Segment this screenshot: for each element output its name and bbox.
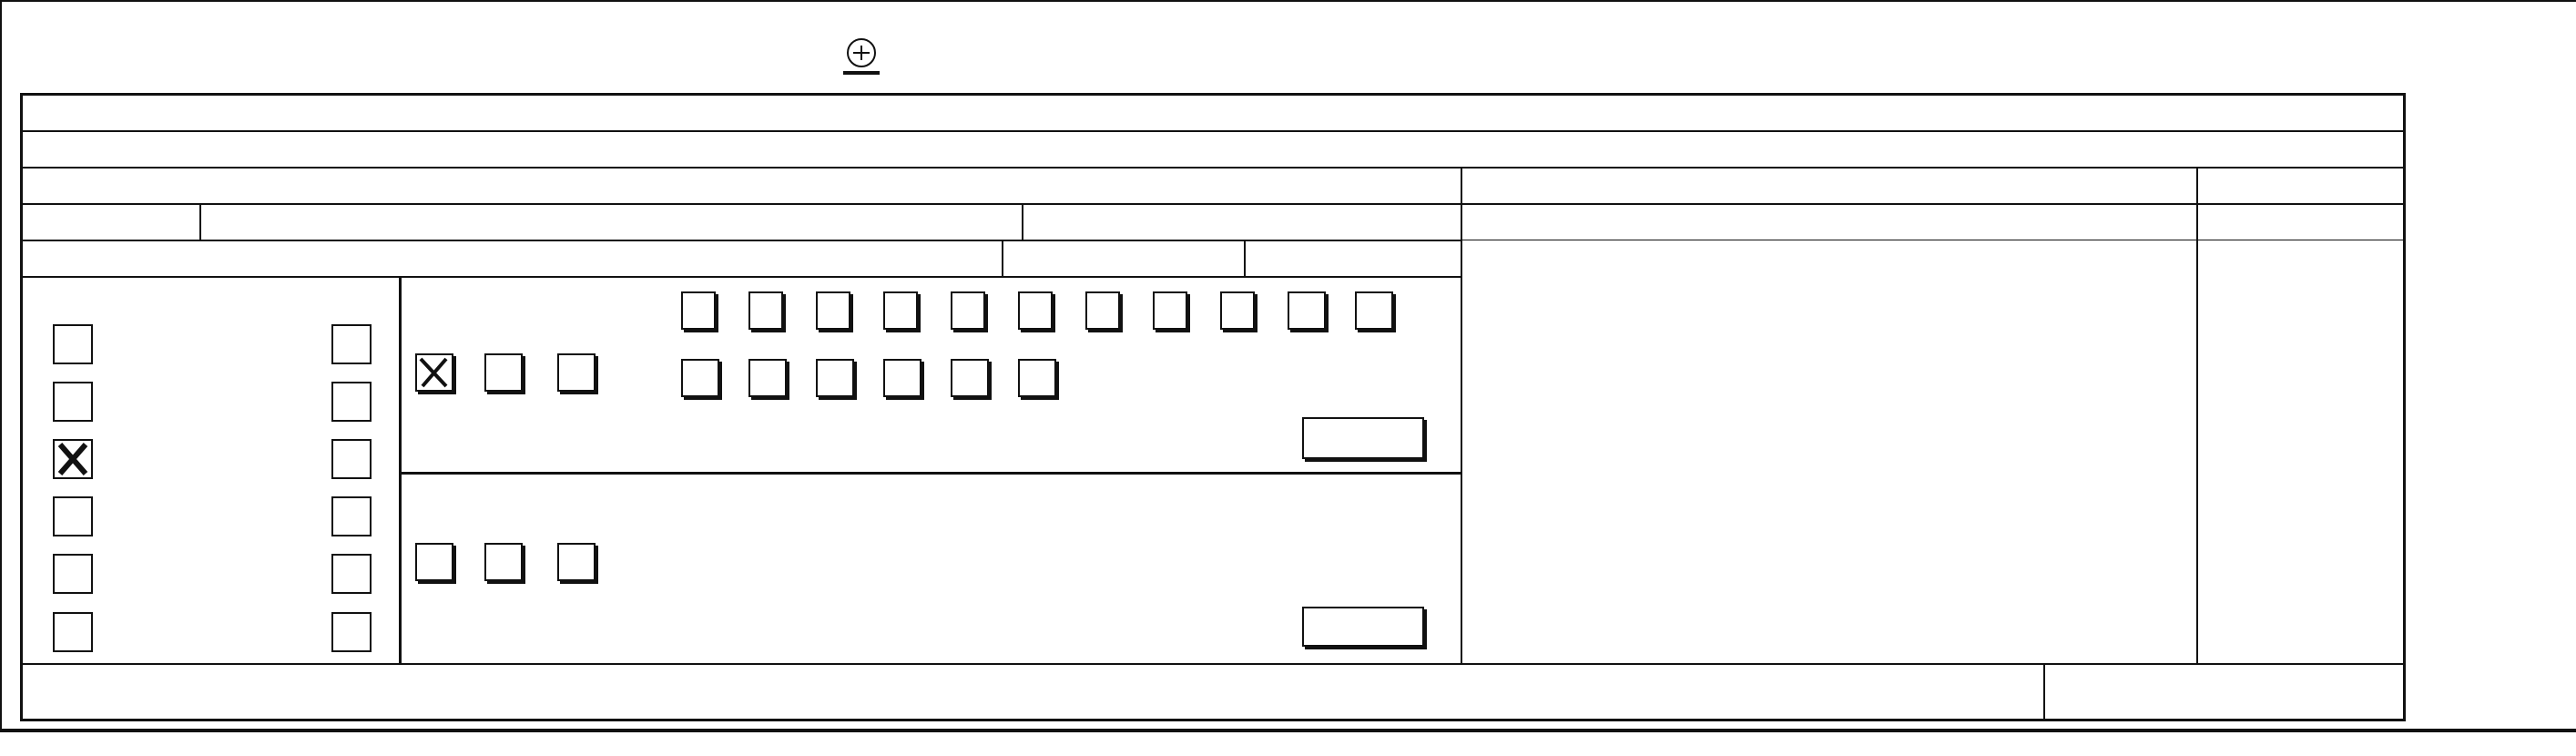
v1-checkbox[interactable]	[53, 439, 93, 479]
day-box-2[interactable]	[748, 291, 783, 330]
day-box-16[interactable]	[951, 359, 989, 397]
col-divider	[2196, 167, 2198, 663]
footer-divider	[22, 663, 2404, 665]
day-box-1[interactable]	[681, 291, 716, 330]
cell-divider	[199, 203, 201, 240]
day-box-17[interactable]	[1018, 359, 1056, 397]
admision-field	[1031, 213, 1034, 240]
v1-checkbox[interactable]	[53, 612, 93, 652]
month-label	[408, 587, 463, 610]
cell-divider	[1022, 203, 1023, 240]
month-label	[477, 587, 532, 610]
month-checkbox-abr[interactable]	[484, 543, 523, 581]
row-divider	[22, 276, 1461, 278]
day-box-11[interactable]	[1355, 291, 1393, 330]
barcode	[1497, 27, 2225, 87]
v1-checkbox[interactable]	[53, 324, 93, 364]
day-box-15[interactable]	[883, 359, 921, 397]
day-box-4[interactable]	[883, 291, 918, 330]
v1-checkbox[interactable]	[53, 554, 93, 594]
cell-divider	[1244, 240, 1246, 276]
month-checkbox-may[interactable]	[557, 543, 596, 581]
day-box-14[interactable]	[816, 359, 854, 397]
day-box-12[interactable]	[681, 359, 719, 397]
day-box-8[interactable]	[1153, 291, 1187, 330]
month-label	[550, 587, 605, 610]
v2-checkbox[interactable]	[331, 439, 372, 479]
day-box-5[interactable]	[951, 291, 985, 330]
row-divider	[22, 167, 2404, 169]
v2-checkbox[interactable]	[331, 496, 372, 536]
month-label	[550, 397, 605, 421]
v1-checkbox[interactable]	[53, 382, 93, 422]
cell-divider	[1002, 240, 1003, 276]
day-box-9[interactable]	[1220, 291, 1255, 330]
day-box-3[interactable]	[816, 291, 850, 330]
month-checkbox-mar[interactable]	[415, 353, 453, 392]
visit-divider	[399, 472, 1461, 475]
month-checkbox-abr[interactable]	[484, 353, 523, 392]
signature-area[interactable]	[1461, 203, 2196, 663]
month-checkbox-may[interactable]	[557, 353, 596, 392]
v1-checkbox[interactable]	[53, 496, 93, 536]
day-box-13[interactable]	[748, 359, 787, 397]
col-divider	[399, 276, 402, 663]
v2-checkbox[interactable]	[331, 324, 372, 364]
observaciones-handwriting	[2204, 273, 2395, 656]
day-box-10[interactable]	[1288, 291, 1326, 330]
cell-divider	[2043, 663, 2045, 721]
month-label	[408, 397, 463, 421]
top-edge	[0, 0, 2576, 2]
bottom-edge	[0, 729, 2576, 732]
day-box-7[interactable]	[1085, 291, 1120, 330]
month-checkbox-mar[interactable]	[415, 543, 453, 581]
certipostal-logo	[838, 35, 885, 82]
v2-checkbox[interactable]	[331, 612, 372, 652]
v2-checkbox[interactable]	[331, 382, 372, 422]
visit1-time-box[interactable]	[1302, 417, 1424, 459]
month-label	[477, 397, 532, 421]
documento-field	[208, 213, 211, 240]
v2-checkbox[interactable]	[331, 554, 372, 594]
left-edge	[0, 0, 2, 729]
day-box-6[interactable]	[1018, 291, 1053, 330]
visit2-time-box[interactable]	[1302, 607, 1424, 647]
row-divider	[22, 130, 2404, 132]
